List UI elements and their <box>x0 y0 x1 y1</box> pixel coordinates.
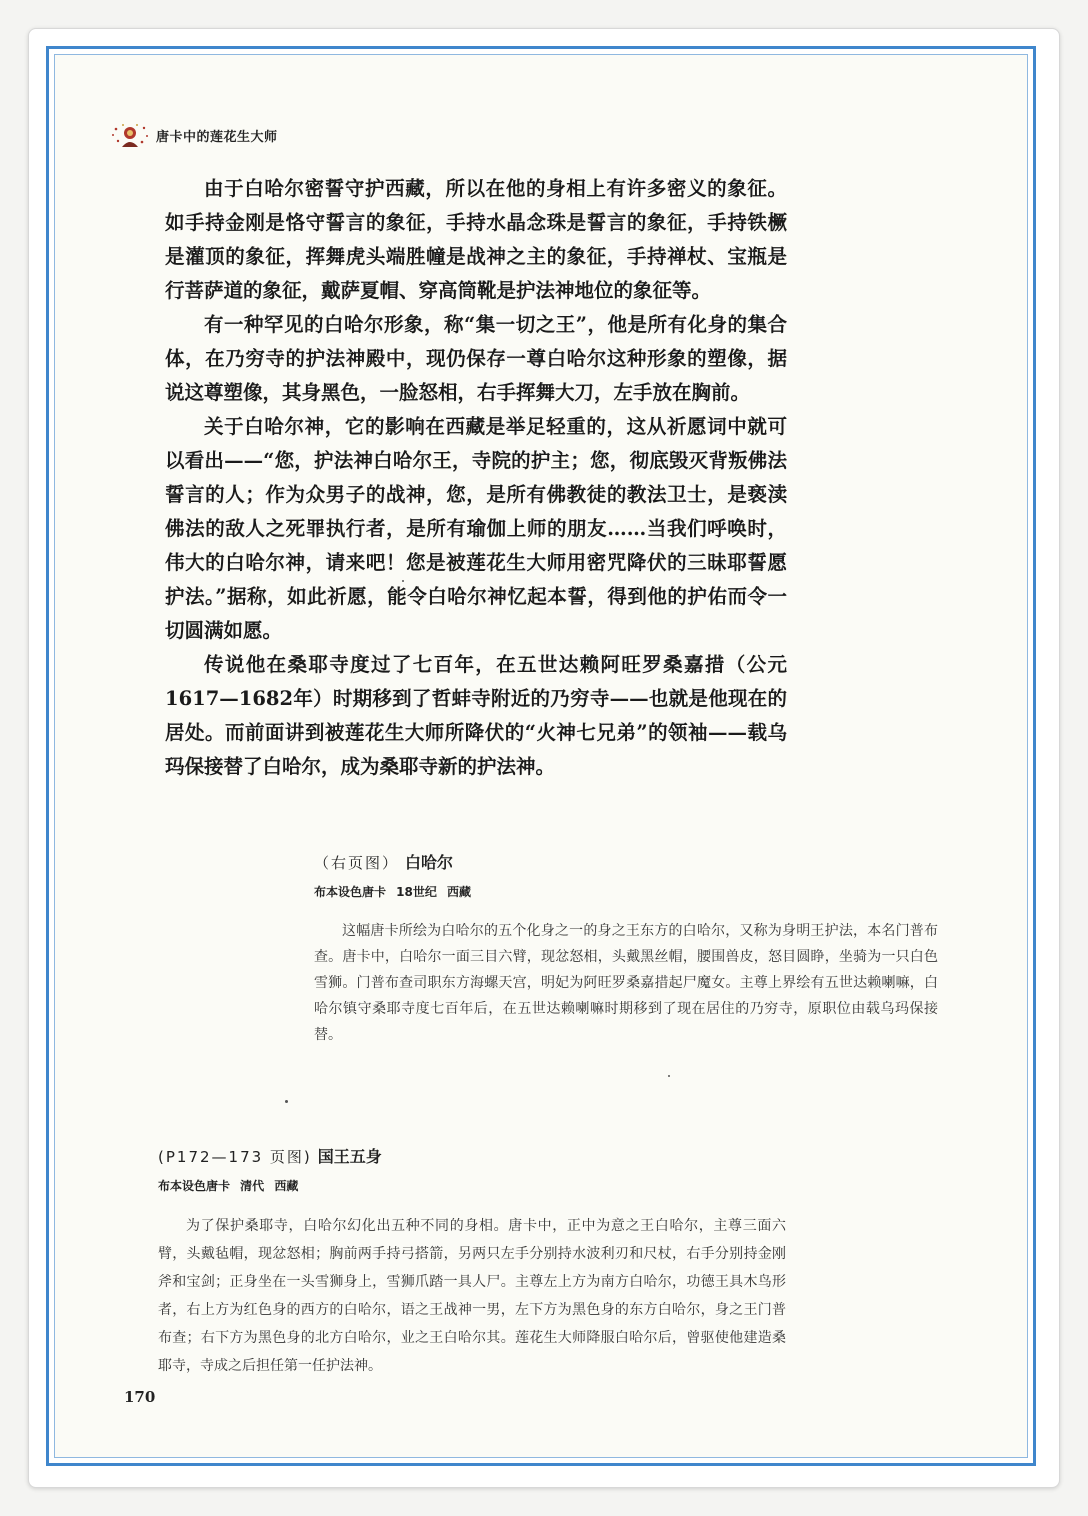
running-head-title: 唐卡中的莲花生大师 <box>156 129 278 145</box>
main-text <box>165 172 787 784</box>
caption-right-page-figure <box>314 850 938 1048</box>
caption-name: 国王五身 <box>317 1147 382 1166</box>
print-speck <box>402 580 404 582</box>
print-speck <box>668 1075 670 1077</box>
caption-title <box>314 850 938 873</box>
paragraph: 由于白哈尔密誓守护西藏，所以在他的身相上有许多密义的象征。如手持金刚是恪守誓言的象征，手持水晶念珠是誓言的象征，手持铁橛是灌顶的象征，挥舞虎头端胜幢是战神之主的象征，手持禅杖、宝瓶是行菩萨道的象征，戴萨夏帽、穿高筒靴是护法神地位的象征等。 <box>165 177 787 302</box>
deity-emblem-icon <box>108 121 152 149</box>
page-number: 170 <box>124 1388 156 1406</box>
caption-name: 白哈尔 <box>405 853 454 872</box>
caption-label: （右页图） <box>314 854 400 872</box>
print-speck <box>285 1100 288 1103</box>
caption-title <box>158 1144 786 1167</box>
paragraph: 传说他在桑耶寺度过了七百年，在五世达赖阿旺罗桑嘉措（公元1617—1682年）时期移到了哲蚌寺附近的乃穷寺——也就是他现在的居处。而前面讲到被莲花生大师所降伏的“火神七兄弟”的领袖——载乌玛保接替了白哈尔，成为桑耶寺新的护法神。 <box>165 653 787 778</box>
caption-pages-figure <box>158 1144 786 1380</box>
caption-body: 为了保护桑耶寺，白哈尔幻化出五种不同的身相。唐卡中，正中为意之王白哈尔，主尊三面六臂，头戴毡帽，现忿怒相；胸前两手持弓搭箭，另两只左手分别持水波利刃和尺杖，右手分别持金刚斧和宝剑；正身坐在一头雪狮身上，雪狮爪踏一具人尸。主尊左上方为南方白哈尔，功德王具木鸟形者，右上方为红色身的西方的白哈尔，语之王战神一男，左下方为黑色身的东方白哈尔，身之王门普布查；右下方为黑色身的北方白哈尔，业之王白哈尔其。莲花生大师降服白哈尔后，曾驱使他建造桑耶寺，寺成之后担任第一任护法神。 <box>158 1218 786 1374</box>
caption-label: (P172—173 页图) <box>158 1148 312 1166</box>
caption-subtitle: 布本设色唐卡 清代 西藏 <box>158 1179 299 1193</box>
running-head <box>108 120 278 150</box>
paragraph: 有一种罕见的白哈尔形象，称“集一切之王”，他是所有化身的集合体，在乃穷寺的护法神殿中，现仍保存一尊白哈尔这种形象的塑像，据说这尊塑像，其身黑色，一脸怒相，右手挥舞大刀，左手放在胸前。 <box>165 313 787 404</box>
caption-subtitle: 布本设色唐卡 18世纪 西藏 <box>314 885 472 899</box>
caption-body: 这幅唐卡所绘为白哈尔的五个化身之一的身之王东方的白哈尔，又称为身明王护法，本名门普布查。唐卡中，白哈尔一面三目六臂，现忿怒相，头戴黑丝帽，腰围兽皮，怒目圆睁，坐骑为一只白色雪狮。门普布查司职东方海螺天宫，明妃为阿旺罗桑嘉措起尸魔女。主尊上界绘有五世达赖喇嘛，白哈尔镇守桑耶寺度七百年后，在五世达赖喇嘛时期移到了现在居住的乃穷寺，原职位由载乌玛保接替。 <box>314 923 938 1043</box>
paragraph: 关于白哈尔神，它的影响在西藏是举足轻重的，这从祈愿词中就可以看出——“您，护法神白哈尔王，寺院的护主；您，彻底毁灭背叛佛法誓言的人；作为众男子的战神，您，是所有佛教徒的教法卫士，是亵渎佛法的敌人之死罪执行者，是所有瑜伽上师的朋友……当我们呼唤时，伟大的白哈尔神，请来吧！您是被莲花生大师用密咒降伏的三昧耶誓愿护法。”据称，如此祈愿，能令白哈尔神忆起本誓，得到他的护佑而令一切圆满如愿。 <box>165 415 787 642</box>
